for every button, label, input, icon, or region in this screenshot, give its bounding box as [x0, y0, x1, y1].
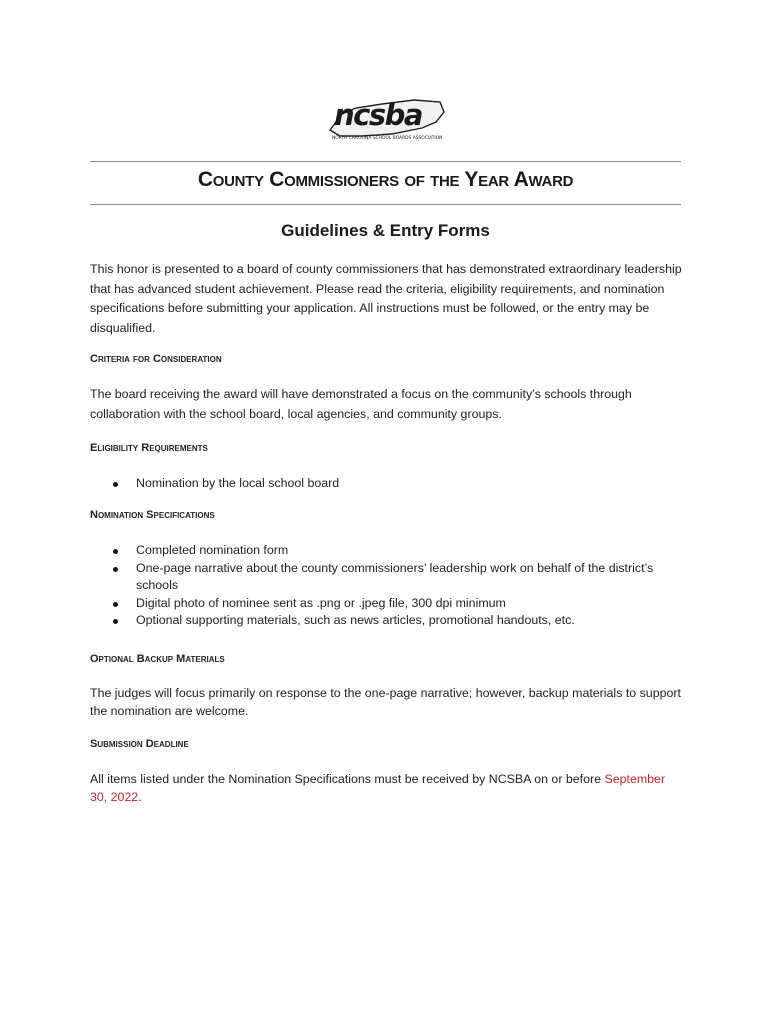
logo-wordmark: ncsba	[334, 98, 422, 132]
page-title: County Commissioners of the Year Award	[197, 168, 574, 191]
ncsba-logo	[322, 92, 448, 144]
title-rule-top	[90, 161, 681, 162]
nomination-list	[110, 542, 680, 630]
title-rule-bottom	[90, 204, 681, 205]
bullet-icon	[113, 549, 118, 554]
nomination-heading: Nomination Specifications	[90, 509, 215, 521]
list-item	[110, 595, 680, 613]
backup-paragraph: The judges will focus primarily on response to the one-page narrative; however, backup materials to support the nomination are welcome.	[90, 686, 681, 718]
intro-paragraph: This honor is presented to a board of county commissioners that has demonstrated extraordinary leadership that has advanced student achievement. Please read the criteria, eligibility requirements, and nomination specifications before submitting your application. All instructions must be followed, or the entry may be disqualified.	[90, 262, 682, 335]
eligibility-list	[110, 475, 680, 493]
bullet-icon	[113, 602, 118, 607]
page-subtitle: Guidelines & Entry Forms	[281, 221, 490, 240]
eligibility-heading: Eligibility Requirements	[90, 442, 208, 454]
list-item	[110, 612, 680, 630]
list-item-text: Completed nomination form	[136, 543, 289, 557]
list-item-text: One-page narrative about the county commissioners’ leadership work on behalf of the district’s schools	[136, 560, 654, 592]
list-item-text: Nomination by the local school board	[136, 476, 340, 490]
bullet-icon	[113, 567, 118, 572]
list-item-text: Digital photo of nominee sent as .png or .jpeg file, 300 dpi minimum	[136, 595, 506, 610]
deadline-date: September 30, 2022	[90, 772, 666, 804]
deadline-paragraph	[90, 771, 685, 806]
list-item	[110, 542, 680, 560]
list-item	[110, 560, 680, 595]
backup-heading: Optional Backup Materials	[90, 653, 225, 665]
criteria-heading: Criteria for Consideration	[90, 353, 222, 365]
list-item	[110, 475, 680, 493]
deadline-text-after: .	[138, 789, 142, 804]
logo-tagline: NORTH CAROLINA SCHOOL BOARDS ASSOCIATION	[332, 136, 443, 141]
bullet-icon	[113, 482, 118, 487]
list-item-text: Optional supporting materials, such as news articles, promotional handouts, etc.	[136, 613, 575, 627]
criteria-paragraph: The board receiving the award will have demonstrated a focus on the community’s schools through collaboration with the school board, local agencies, and community groups.	[90, 387, 632, 421]
bullet-icon	[113, 619, 118, 624]
deadline-text-before: All items listed under the Nomination Specifications must be received by NCSBA on or before	[90, 772, 605, 786]
deadline-heading: Submission Deadline	[90, 738, 189, 750]
